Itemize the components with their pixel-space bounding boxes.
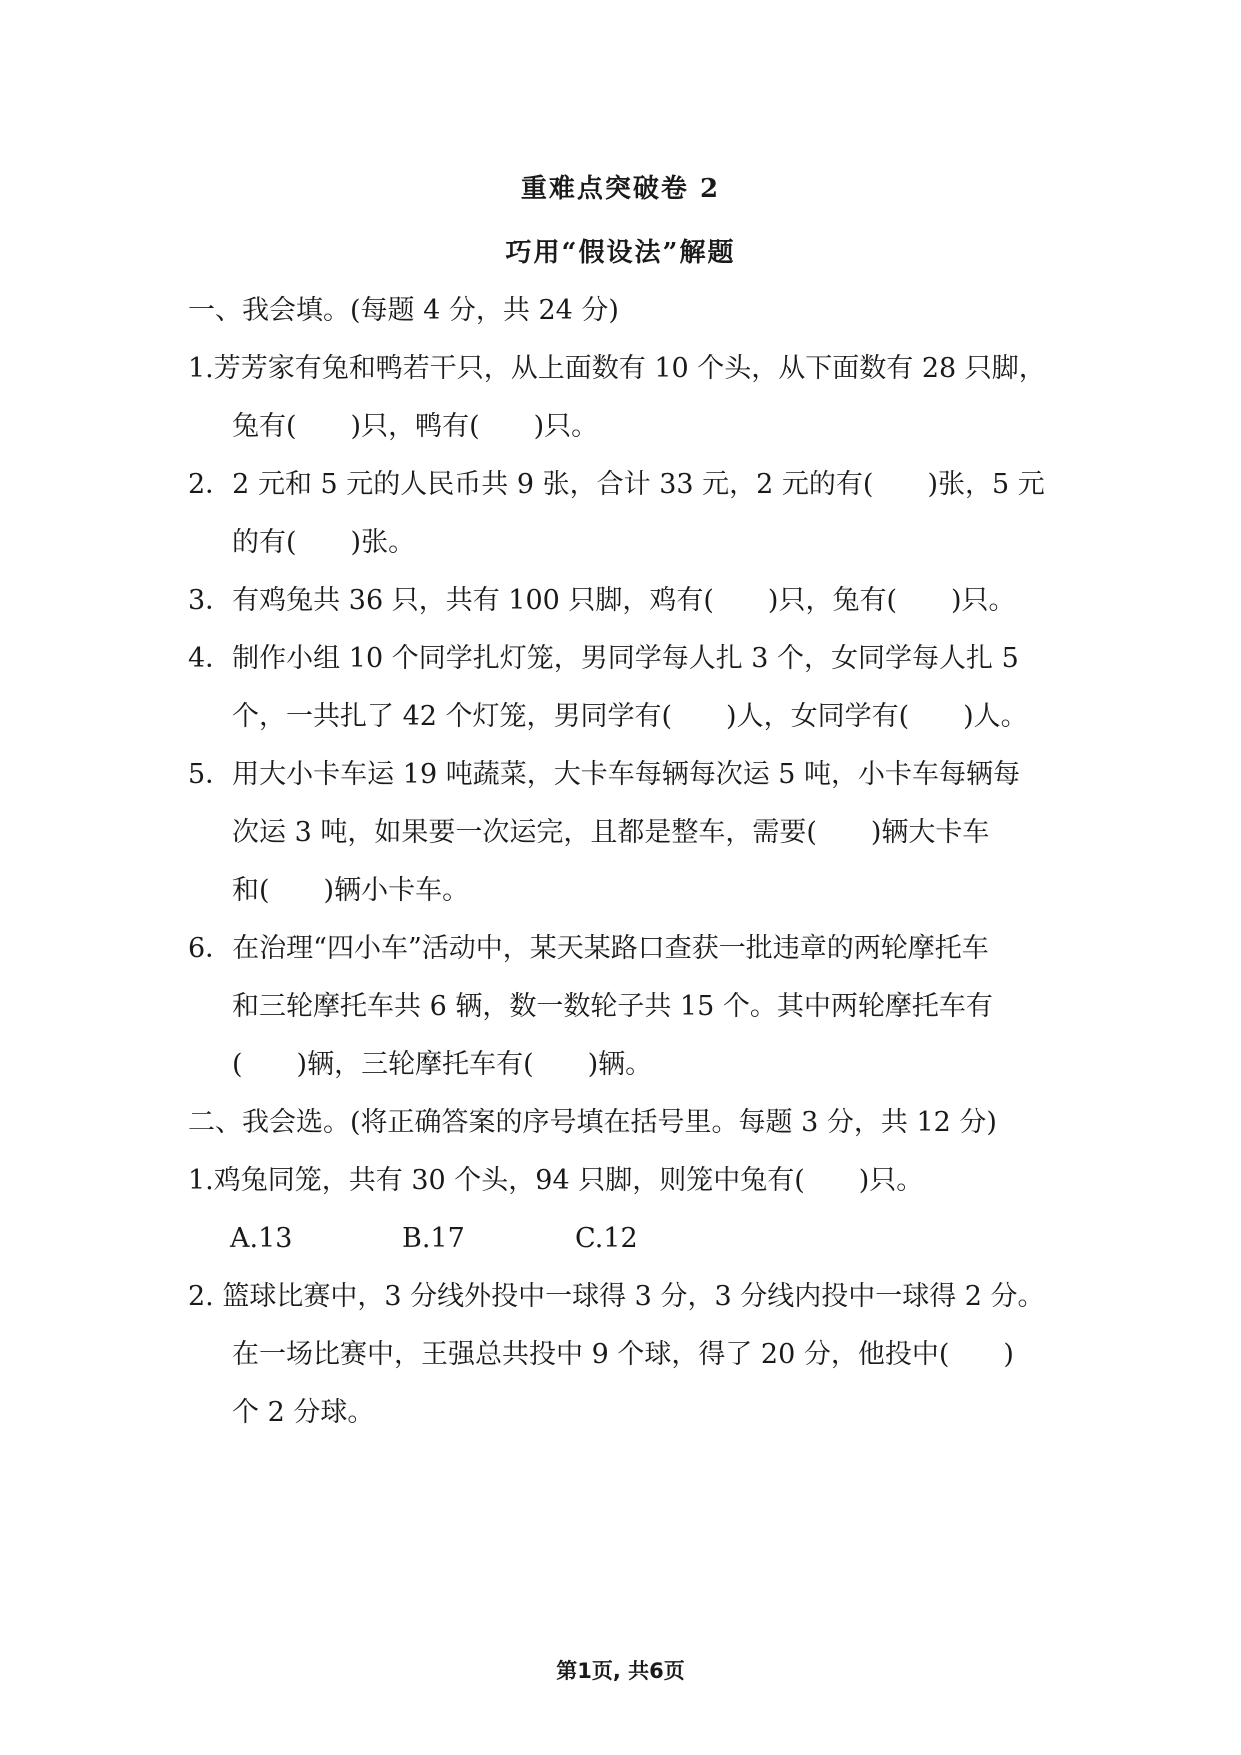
- question-2-2-line-1: 2. 篮球比赛中，3 分线外投中一球得 3 分，3 分线内投中一球得 2 分。: [188, 1281, 1045, 1312]
- question-2-2-line-2: 在一场比赛中，王强总共投中 9 个球，得了 20 分，他投中( ): [232, 1339, 1014, 1370]
- question-1-3-line-1: 3．有鸡兔共 36 只，共有 100 只脚，鸡有( )只，兔有( )只。: [188, 585, 1016, 616]
- section-1-heading: 一、我会填。(每题 4 分，共 24 分): [188, 295, 619, 326]
- question-1-6-line-1: 6．在治理“四小车”活动中，某天某路口查获一批违章的两轮摩托车: [188, 933, 989, 964]
- question-1-5-line-2: 次运 3 吨，如果要一次运完，且都是整车，需要( )辆大卡车: [232, 817, 990, 848]
- option-c: C.12: [575, 1223, 638, 1254]
- question-1-4-line-2: 个，一共扎了 42 个灯笼，男同学有( )人，女同学有( )人。: [232, 701, 1028, 732]
- question-1-4-line-1: 4．制作小组 10 个同学扎灯笼，男同学每人扎 3 个，女同学每人扎 5: [188, 643, 1019, 674]
- question-1-2-line-2: 的有( )张。: [232, 527, 416, 558]
- question-1-5-line-1: 5．用大小卡车运 19 吨蔬菜，大卡车每辆每次运 5 吨，小卡车每辆每: [188, 759, 1021, 790]
- option-b: B.17: [402, 1223, 465, 1254]
- question-2-2-line-3: 个 2 分球。: [232, 1397, 375, 1428]
- question-2-1-line-1: 1.鸡兔同笼，共有 30 个头，94 只脚，则笼中兔有( )只。: [188, 1165, 924, 1196]
- question-1-1-line-1: 1.芳芳家有兔和鸭若干只，从上面数有 10 个头，从下面数有 28 只脚，: [188, 353, 1046, 384]
- option-a: A.13: [230, 1223, 293, 1254]
- page-number: 第1页, 共6页: [556, 1659, 685, 1683]
- section-2-heading: 二、我会选。(将正确答案的序号填在括号里。每题 3 分，共 12 分): [188, 1107, 997, 1138]
- question-1-1-line-2: 兔有( )只，鸭有( )只。: [232, 411, 599, 442]
- question-1-6-line-2: 和三轮摩托车共 6 辆，数一数轮子共 15 个。其中两轮摩托车有: [232, 991, 993, 1022]
- page-title: 重难点突破卷 2: [520, 174, 721, 204]
- question-1-5-line-3: 和( )辆小卡车。: [232, 875, 470, 906]
- page-subtitle: 巧用“假设法”解题: [505, 238, 736, 268]
- question-1-2-line-1: 2．2 元和 5 元的人民币共 9 张，合计 33 元，2 元的有( )张，5 元: [188, 469, 1045, 500]
- question-1-6-line-3: ( )辆，三轮摩托车有( )辆。: [232, 1049, 653, 1080]
